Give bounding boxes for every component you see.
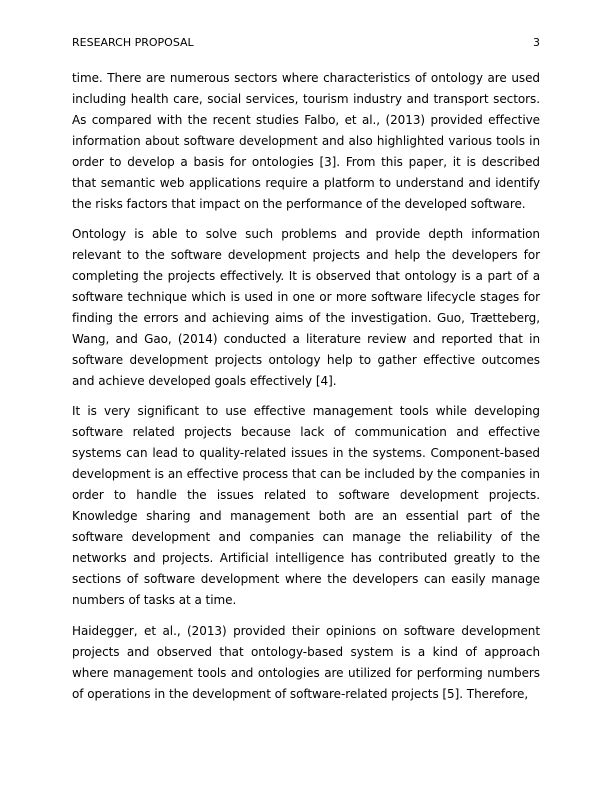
paragraph-1: time. There are numerous sectors where characteristics of ontology are used including health care, social services, tourism industry and transport sectors. As compared with the recent studies Falbo, et al., (2013) provided effective information about software development and also highlighted various tools in order to develop a basis for ontologies [3]. From this paper, it is described that semantic web applications require a platform to understand and identify the risks factors that impact on the performance of the developed software. (72, 71, 540, 211)
running-head-title: RESEARCH PROPOSAL (72, 36, 194, 49)
page-number: 3 (533, 36, 540, 49)
page-header (72, 36, 540, 50)
paragraph-2: Ontology is able to solve such problems and provide depth information relevant to the software development projects and help the developers for completing the projects effectively. It is observed that ontology is a part of a software technique which is used in one or more software lifecycle stages for finding the errors and achieving aims of the investigation. Guo, Trætteberg, Wang, and Gao, (2014) conducted a literature review and reported that in software development projects ontology help to gather effective outcomes and achieve developed goals effectively [4]. (72, 227, 540, 389)
paragraph-4: Haidegger, et al., (2013) provided their opinions on software development projects and observed that ontology-based system is a kind of approach where management tools and ontologies are utilized for performing numbers of operations in the development of software-related projects [5]. Therefore, (72, 623, 540, 701)
paragraph-3: It is very significant to use effective management tools while developing software related projects because lack of communication and effective systems can lead to quality-related issues in the systems. Component-based development is an effective process that can be included by the companies in order to handle the issues related to software development projects. Knowledge sharing and management both are an essential part of the software development and companies can manage the reliability of the networks and projects. Artificial intelligence has contributed greatly to the sections of software development where the developers can easily manage numbers of tasks at a time. (72, 404, 540, 608)
body-text (72, 68, 540, 714)
